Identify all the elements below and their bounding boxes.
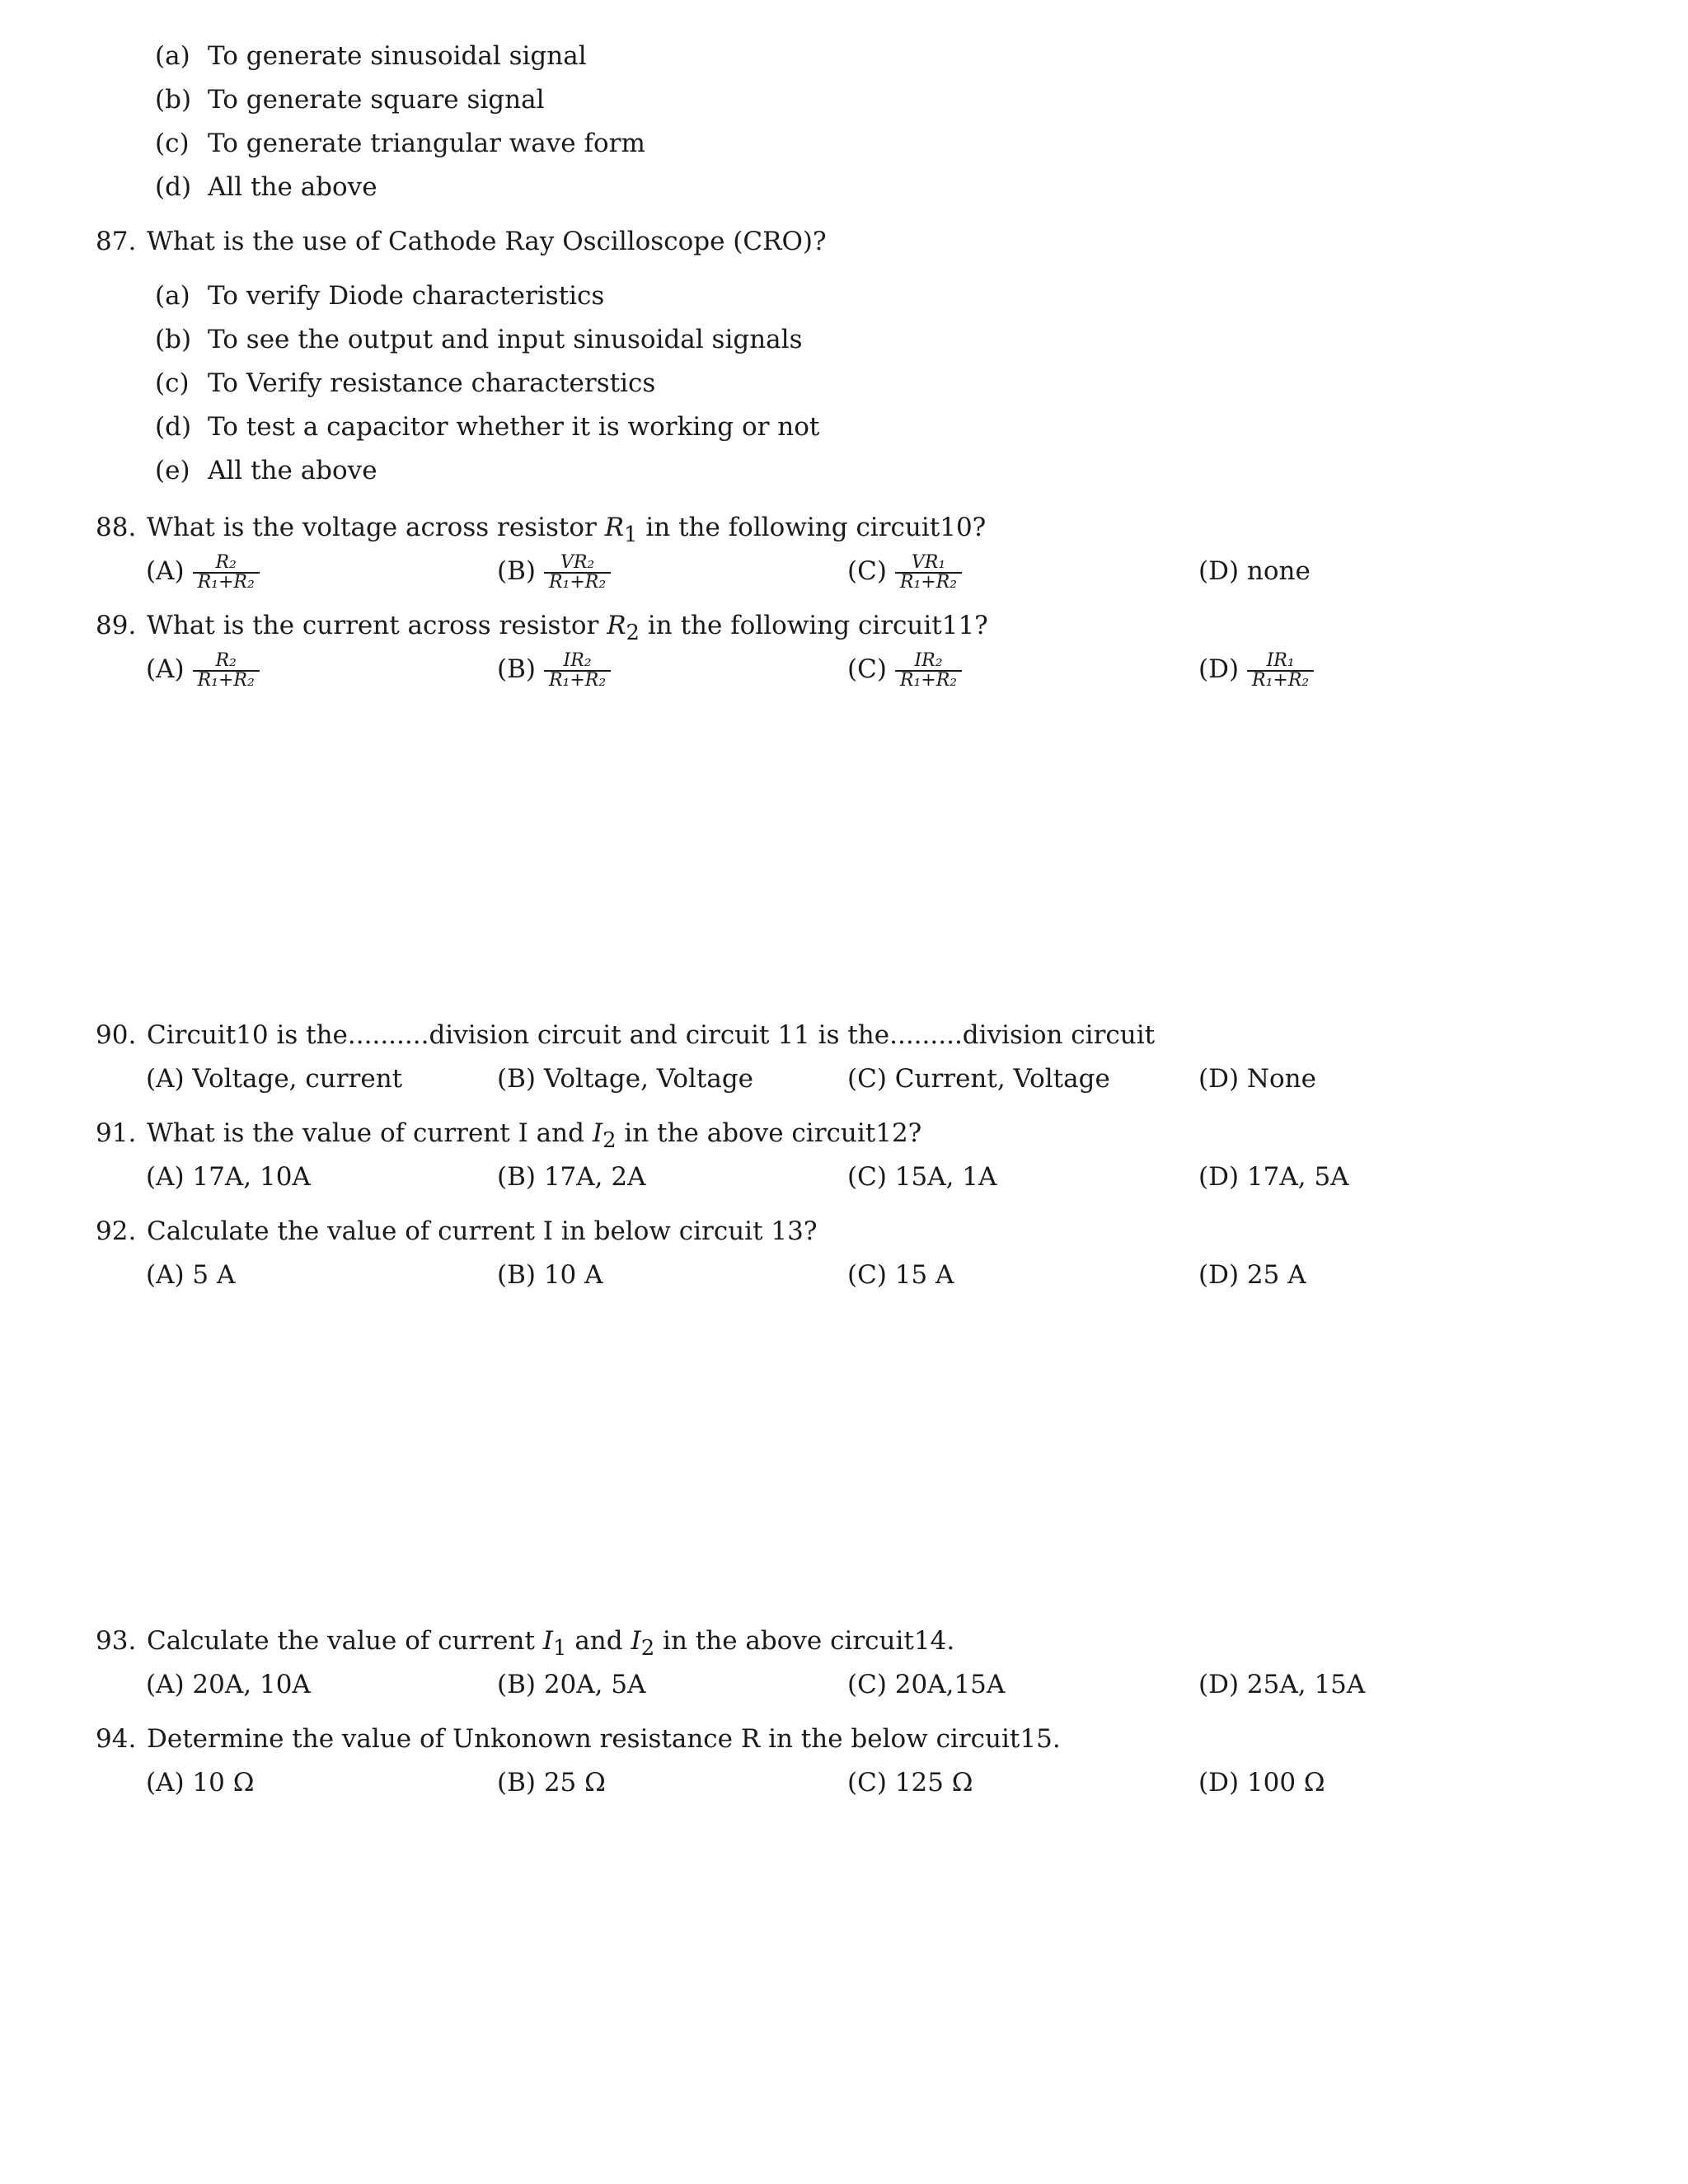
choice-a bbox=[146, 649, 260, 690]
q90-choices bbox=[0, 1058, 1688, 1099]
math-variable: R bbox=[607, 611, 626, 640]
fraction-numerator: IR₁ bbox=[1266, 649, 1295, 671]
math-variable: R bbox=[604, 513, 625, 542]
question-number: 94. bbox=[96, 1724, 137, 1754]
choice-b: (B) 17A, 2A bbox=[497, 1162, 646, 1192]
option-line bbox=[155, 166, 645, 209]
fraction bbox=[544, 551, 611, 593]
fraction-numerator: VR₂ bbox=[560, 551, 595, 573]
math-subscript: 1 bbox=[553, 1636, 567, 1661]
option-label: (d) bbox=[155, 172, 192, 202]
fraction-denominator: R₁+R₂ bbox=[895, 572, 962, 592]
choice-c: (C) 15A, 1A bbox=[847, 1162, 997, 1192]
option-line bbox=[155, 318, 819, 362]
math-variable: I bbox=[631, 1626, 641, 1656]
option-line bbox=[155, 405, 819, 449]
q94-choices bbox=[0, 1762, 1688, 1803]
fraction-numerator: IR₂ bbox=[563, 649, 592, 671]
option-line bbox=[155, 274, 819, 318]
option-text: To generate triangular wave form bbox=[208, 129, 645, 158]
fraction-denominator: R₁+R₂ bbox=[544, 670, 611, 690]
choice-label: (D) bbox=[1198, 654, 1240, 684]
q92-choices bbox=[0, 1254, 1688, 1296]
question-89 bbox=[96, 609, 988, 649]
question-91 bbox=[96, 1117, 921, 1157]
choice-b: (B) 20A, 5A bbox=[497, 1670, 646, 1699]
option-line bbox=[155, 35, 645, 78]
choice-a: (A) 10 Ω bbox=[146, 1768, 255, 1797]
choice-b bbox=[497, 551, 611, 592]
question-text: What is the current across resistor bbox=[147, 611, 599, 640]
math-variable: I bbox=[592, 1118, 603, 1148]
choice-a: (A) 20A, 10A bbox=[146, 1670, 311, 1699]
choice-label: (C) bbox=[847, 654, 887, 684]
choice-d: (D) None bbox=[1198, 1064, 1316, 1094]
math-subscript: 2 bbox=[603, 1128, 617, 1154]
option-text: To see the output and input sinusoidal signals bbox=[208, 325, 803, 354]
choice-label: (B) bbox=[497, 654, 536, 684]
option-label: (c) bbox=[155, 368, 190, 398]
choice-c bbox=[847, 649, 962, 690]
question-93 bbox=[96, 1624, 954, 1665]
choice-b: (B) 25 Ω bbox=[497, 1768, 606, 1797]
choice-label: (A) bbox=[146, 654, 185, 684]
option-text: To Verify resistance characterstics bbox=[208, 368, 656, 398]
q93-choices bbox=[0, 1664, 1688, 1705]
option-label: (c) bbox=[155, 129, 190, 158]
option-label: (b) bbox=[155, 325, 192, 354]
option-text: To generate square signal bbox=[208, 85, 545, 115]
option-text: To test a capacitor whether it is working or not bbox=[208, 412, 820, 442]
choice-label: (D) bbox=[1198, 556, 1240, 586]
option-text: All the above bbox=[208, 456, 377, 485]
choice-a: (A) 17A, 10A bbox=[146, 1162, 311, 1192]
fraction-denominator: R₁+R₂ bbox=[193, 572, 260, 592]
question-text: in the following circuit11? bbox=[647, 611, 988, 640]
question-92 bbox=[96, 1215, 817, 1248]
option-line bbox=[155, 122, 645, 166]
choice-d: (D) 25A, 15A bbox=[1198, 1670, 1366, 1699]
question-text: Calculate the value of current bbox=[147, 1626, 535, 1656]
choice-label: (B) bbox=[497, 556, 536, 586]
fraction-numerator: R₂ bbox=[215, 551, 237, 573]
choice-d bbox=[1198, 649, 1314, 690]
question-text: and bbox=[574, 1626, 623, 1656]
question-88 bbox=[96, 511, 986, 551]
math-subscript: 2 bbox=[626, 621, 640, 646]
question-text: Circuit10 is the..........division circuit and circuit 11 is the.........division circuit bbox=[147, 1020, 1156, 1050]
option-text: To verify Diode characteristics bbox=[208, 281, 605, 311]
choice-d: (D) 17A, 5A bbox=[1198, 1162, 1349, 1192]
choice-c: (C) 20A,15A bbox=[847, 1670, 1006, 1699]
fraction-numerator: VR₁ bbox=[911, 551, 946, 573]
option-label: (a) bbox=[155, 41, 190, 71]
choice-c: (C) Current, Voltage bbox=[847, 1064, 1110, 1094]
q91-choices bbox=[0, 1156, 1688, 1197]
choice-c: (C) 15 A bbox=[847, 1260, 954, 1290]
question-number: 92. bbox=[96, 1216, 137, 1246]
q88-choices bbox=[0, 551, 1688, 592]
question-text: in the above circuit12? bbox=[624, 1118, 922, 1148]
fraction bbox=[193, 551, 260, 593]
choice-b: (B) Voltage, Voltage bbox=[497, 1064, 754, 1094]
question-number: 89. bbox=[96, 611, 137, 640]
fraction bbox=[193, 649, 260, 691]
fraction-denominator: R₁+R₂ bbox=[193, 670, 260, 690]
math-variable: I bbox=[542, 1626, 554, 1656]
choice-a bbox=[146, 551, 260, 592]
choice-text: none bbox=[1246, 556, 1311, 586]
question-number: 87. bbox=[96, 227, 137, 256]
option-text: To generate sinusoidal signal bbox=[208, 41, 587, 71]
question-number: 90. bbox=[96, 1020, 137, 1050]
choice-b: (B) 10 A bbox=[497, 1260, 603, 1290]
option-label: (d) bbox=[155, 412, 192, 442]
choice-d: (D) 100 Ω bbox=[1198, 1768, 1325, 1797]
question-number: 93. bbox=[96, 1626, 137, 1656]
fraction-numerator: IR₂ bbox=[914, 649, 943, 671]
question-text: What is the value of current I and bbox=[147, 1118, 584, 1148]
question-text: What is the voltage across resistor bbox=[147, 513, 597, 542]
option-line bbox=[155, 78, 645, 122]
fraction bbox=[895, 551, 962, 593]
option-line bbox=[155, 449, 819, 493]
option-label: (a) bbox=[155, 281, 190, 311]
choice-d bbox=[1198, 551, 1311, 592]
question-text: in the above circuit14. bbox=[663, 1626, 955, 1656]
question-90 bbox=[96, 1019, 1155, 1052]
question-87 bbox=[96, 225, 827, 258]
fraction bbox=[895, 649, 962, 691]
question-number: 91. bbox=[96, 1118, 137, 1148]
q86-options bbox=[155, 35, 645, 209]
choice-c: (C) 125 Ω bbox=[847, 1768, 973, 1797]
q87-options bbox=[155, 274, 819, 493]
option-text: All the above bbox=[208, 172, 377, 202]
question-number: 88. bbox=[96, 513, 137, 542]
choice-label: (C) bbox=[847, 556, 887, 586]
question-text: What is the use of Cathode Ray Oscilloscope (CRO)? bbox=[147, 227, 827, 256]
choice-b bbox=[497, 649, 611, 690]
fraction-denominator: R₁+R₂ bbox=[895, 670, 962, 690]
math-subscript: 2 bbox=[640, 1636, 655, 1661]
question-text: in the following circuit10? bbox=[645, 513, 987, 542]
math-subscript: 1 bbox=[624, 523, 638, 548]
question-text: Determine the value of Unkonown resistance R in the below circuit15. bbox=[147, 1724, 1061, 1754]
fraction-denominator: R₁+R₂ bbox=[1247, 670, 1314, 690]
option-label: (b) bbox=[155, 85, 192, 115]
choice-c bbox=[847, 551, 962, 592]
option-line bbox=[155, 362, 819, 405]
question-text: Calculate the value of current I in below circuit 13? bbox=[147, 1216, 818, 1246]
choice-a: (A) Voltage, current bbox=[146, 1064, 403, 1094]
choice-a: (A) 5 A bbox=[146, 1260, 236, 1290]
q89-choices bbox=[0, 649, 1688, 690]
fraction bbox=[1247, 649, 1314, 691]
choice-d: (D) 25 A bbox=[1198, 1260, 1306, 1290]
fraction-denominator: R₁+R₂ bbox=[544, 572, 611, 592]
fraction-numerator: R₂ bbox=[215, 649, 237, 671]
fraction bbox=[544, 649, 611, 691]
choice-label: (A) bbox=[146, 556, 185, 586]
option-label: (e) bbox=[155, 456, 190, 485]
question-94 bbox=[96, 1722, 1061, 1755]
